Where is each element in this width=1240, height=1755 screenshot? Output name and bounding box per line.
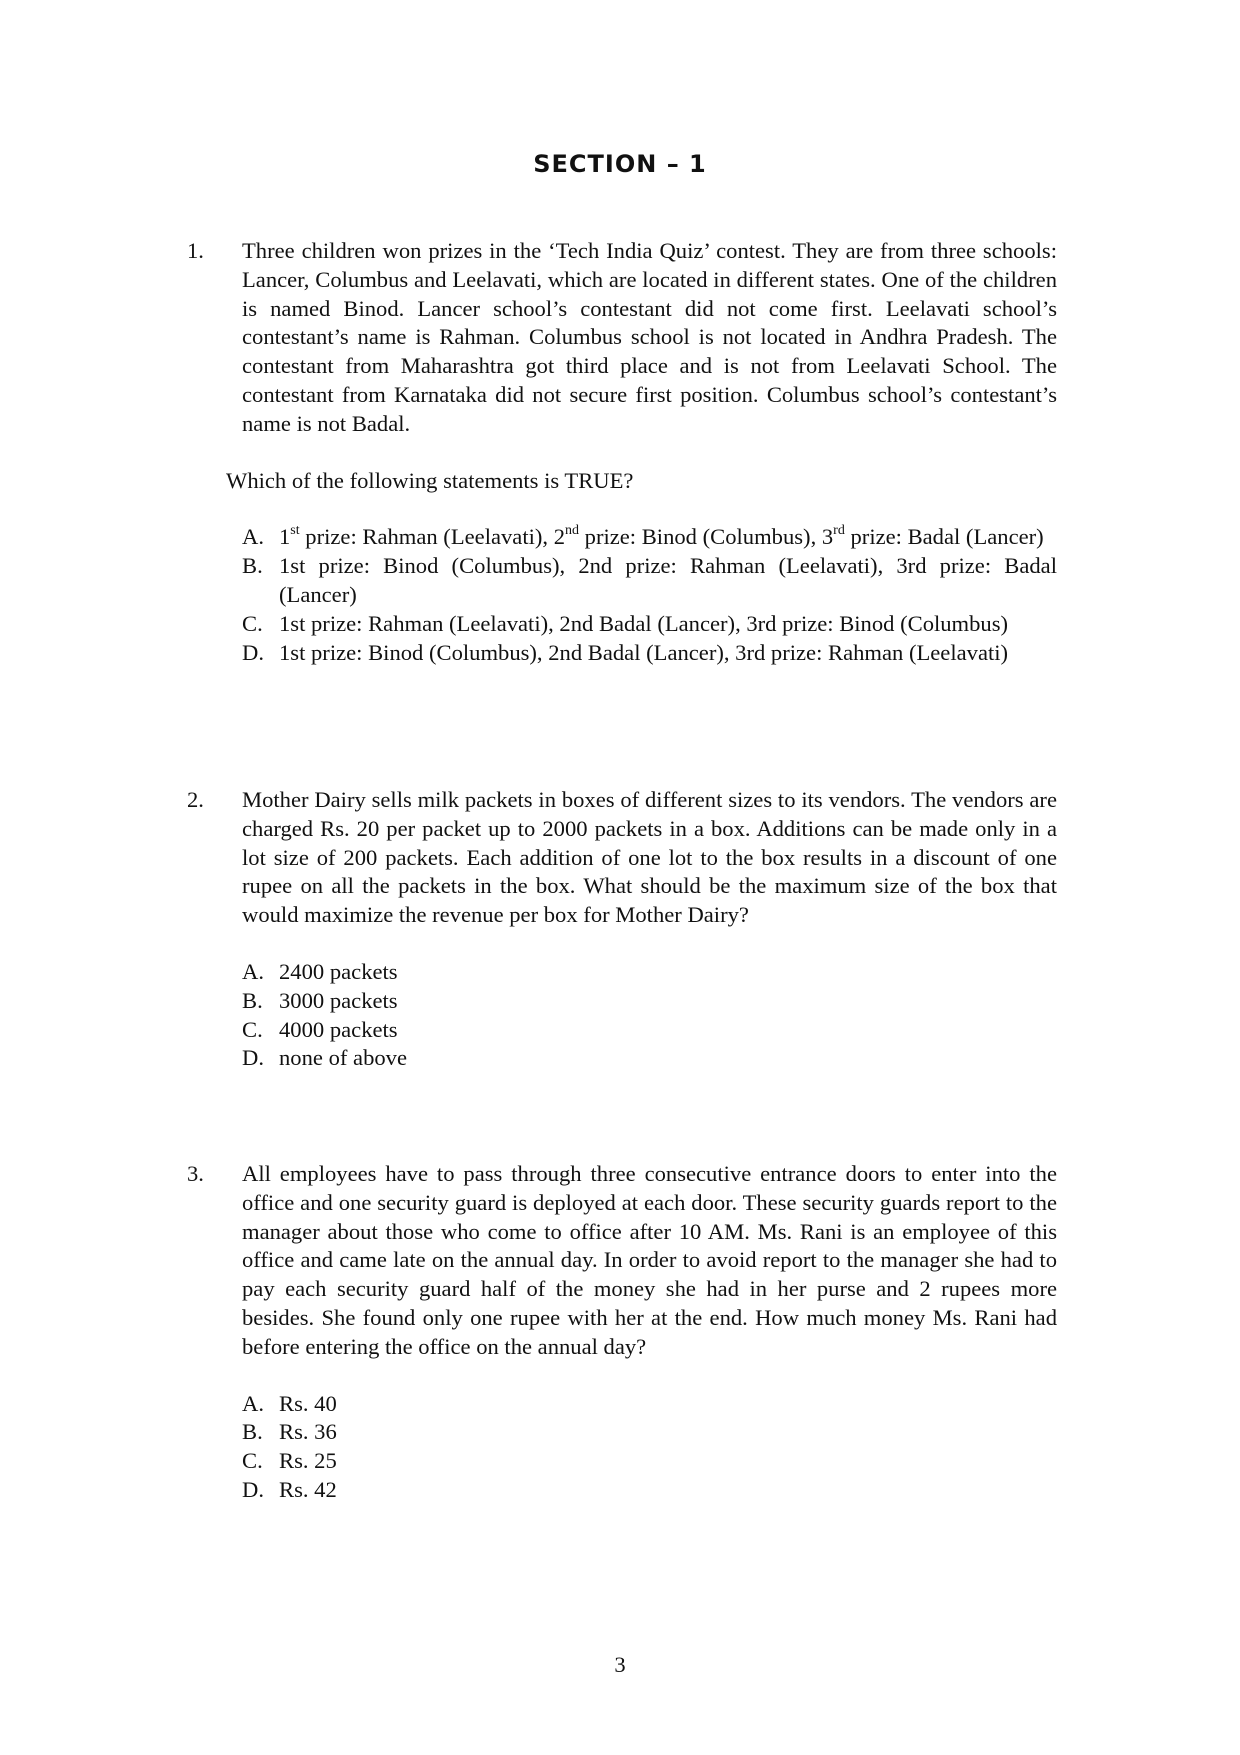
option-d	[242, 1044, 1057, 1073]
question-number: 3.	[187, 1161, 204, 1186]
page-number: 3	[614, 1652, 626, 1677]
option-letter: A.	[242, 958, 264, 984]
option-text: 1st prize: Binod (Columbus), 2nd Badal (Lancer), 3rd prize: Rahman (Leelavati)	[279, 639, 1009, 665]
option-letter: C.	[242, 610, 263, 636]
question-number: 2.	[187, 787, 204, 812]
option-text: 2400 packets	[279, 958, 398, 984]
option-letter: C.	[242, 1016, 263, 1042]
option-text: Rs. 36	[279, 1419, 337, 1445]
answer-options	[242, 523, 1057, 667]
option-c	[242, 1447, 1057, 1476]
option-letter: B.	[242, 553, 263, 579]
question-text: Mother Dairy sells milk packets in boxes of different sizes to its vendors. The vendors are charged Rs. 20 per packet up to 2000 packets in a box. Additions can be made only in a lot size of 200 packets. Each addition of one lot to the box results in a discount of one rupee on all the packets in the box. What should be the maximum size of the box that would maximize the revenue per box for Mother Dairy?	[242, 787, 1057, 928]
answer-options	[242, 1390, 1057, 1505]
option-letter: C.	[242, 1448, 263, 1474]
option-text: Rs. 40	[279, 1390, 337, 1416]
option-text: 3000 packets	[279, 987, 398, 1013]
option-text: 1st prize: Rahman (Leelavati), 2nd prize: Binod (Columbus), 3rd prize: Badal (Lancer)	[279, 522, 1044, 550]
option-letter: D.	[242, 639, 264, 665]
option-text: 1st prize: Rahman (Leelavati), 2nd Badal (Lancer), 3rd prize: Binod (Columbus)	[279, 610, 1009, 636]
option-letter: D.	[242, 1045, 264, 1071]
option-letter: B.	[242, 1419, 263, 1445]
option-letter: A.	[242, 524, 264, 550]
question-1	[187, 237, 1057, 667]
question-prompt: Which of the following statements is TRUE?	[226, 467, 634, 493]
option-a	[242, 523, 1057, 552]
option-b	[242, 987, 1057, 1016]
option-letter: B.	[242, 987, 263, 1013]
option-a	[242, 958, 1057, 987]
question-2	[187, 786, 1057, 1073]
option-letter: A.	[242, 1390, 264, 1416]
option-text: 1st prize: Binod (Columbus), 2nd prize: Rahman (Leelavati), 3rd prize: Badal (Lancer)	[279, 553, 1057, 607]
question-text: Three children won prizes in the ‘Tech India Quiz’ contest. They are from three schools: Lancer, Columbus and Leelavati, which are located in different states. One of the children is named Binod. Lancer school’s contestant did not come first. Leelavati school’s contestant’s name is Rahman. Columbus school is not located in Andhra Pradesh. The contestant from Maharashtra got third place and is not from Leelavati School. The contestant from Karnataka did not secure first position. Columbus school’s contestant’s name is not Badal.	[242, 238, 1057, 436]
option-c	[242, 1016, 1057, 1045]
option-c	[242, 610, 1057, 639]
section-title: SECTION – 1	[533, 150, 707, 178]
option-a	[242, 1390, 1057, 1419]
option-d	[242, 639, 1057, 668]
option-text: Rs. 42	[279, 1476, 337, 1502]
question-text: All employees have to pass through three consecutive entrance doors to enter into the office and one security guard is deployed at each door. These security guards report to the manager about those who come to office after 10 AM. Ms. Rani is an employee of this office and came late on the annual day. In order to avoid report to the manager she had to pay each security guard half of the money she had in her purse and 2 rupees more besides. She found only one rupee with her at the end. How much money Ms. Rani had before entering the office on the annual day?	[242, 1161, 1057, 1359]
option-b	[242, 1418, 1057, 1447]
option-text: none of above	[279, 1045, 407, 1071]
option-text: 4000 packets	[279, 1016, 398, 1042]
question-number: 1.	[187, 238, 204, 263]
option-b	[242, 552, 1057, 610]
question-3	[187, 1160, 1057, 1505]
option-text: Rs. 25	[279, 1448, 337, 1474]
option-d	[242, 1476, 1057, 1505]
option-letter: D.	[242, 1476, 264, 1502]
answer-options	[242, 958, 1057, 1073]
